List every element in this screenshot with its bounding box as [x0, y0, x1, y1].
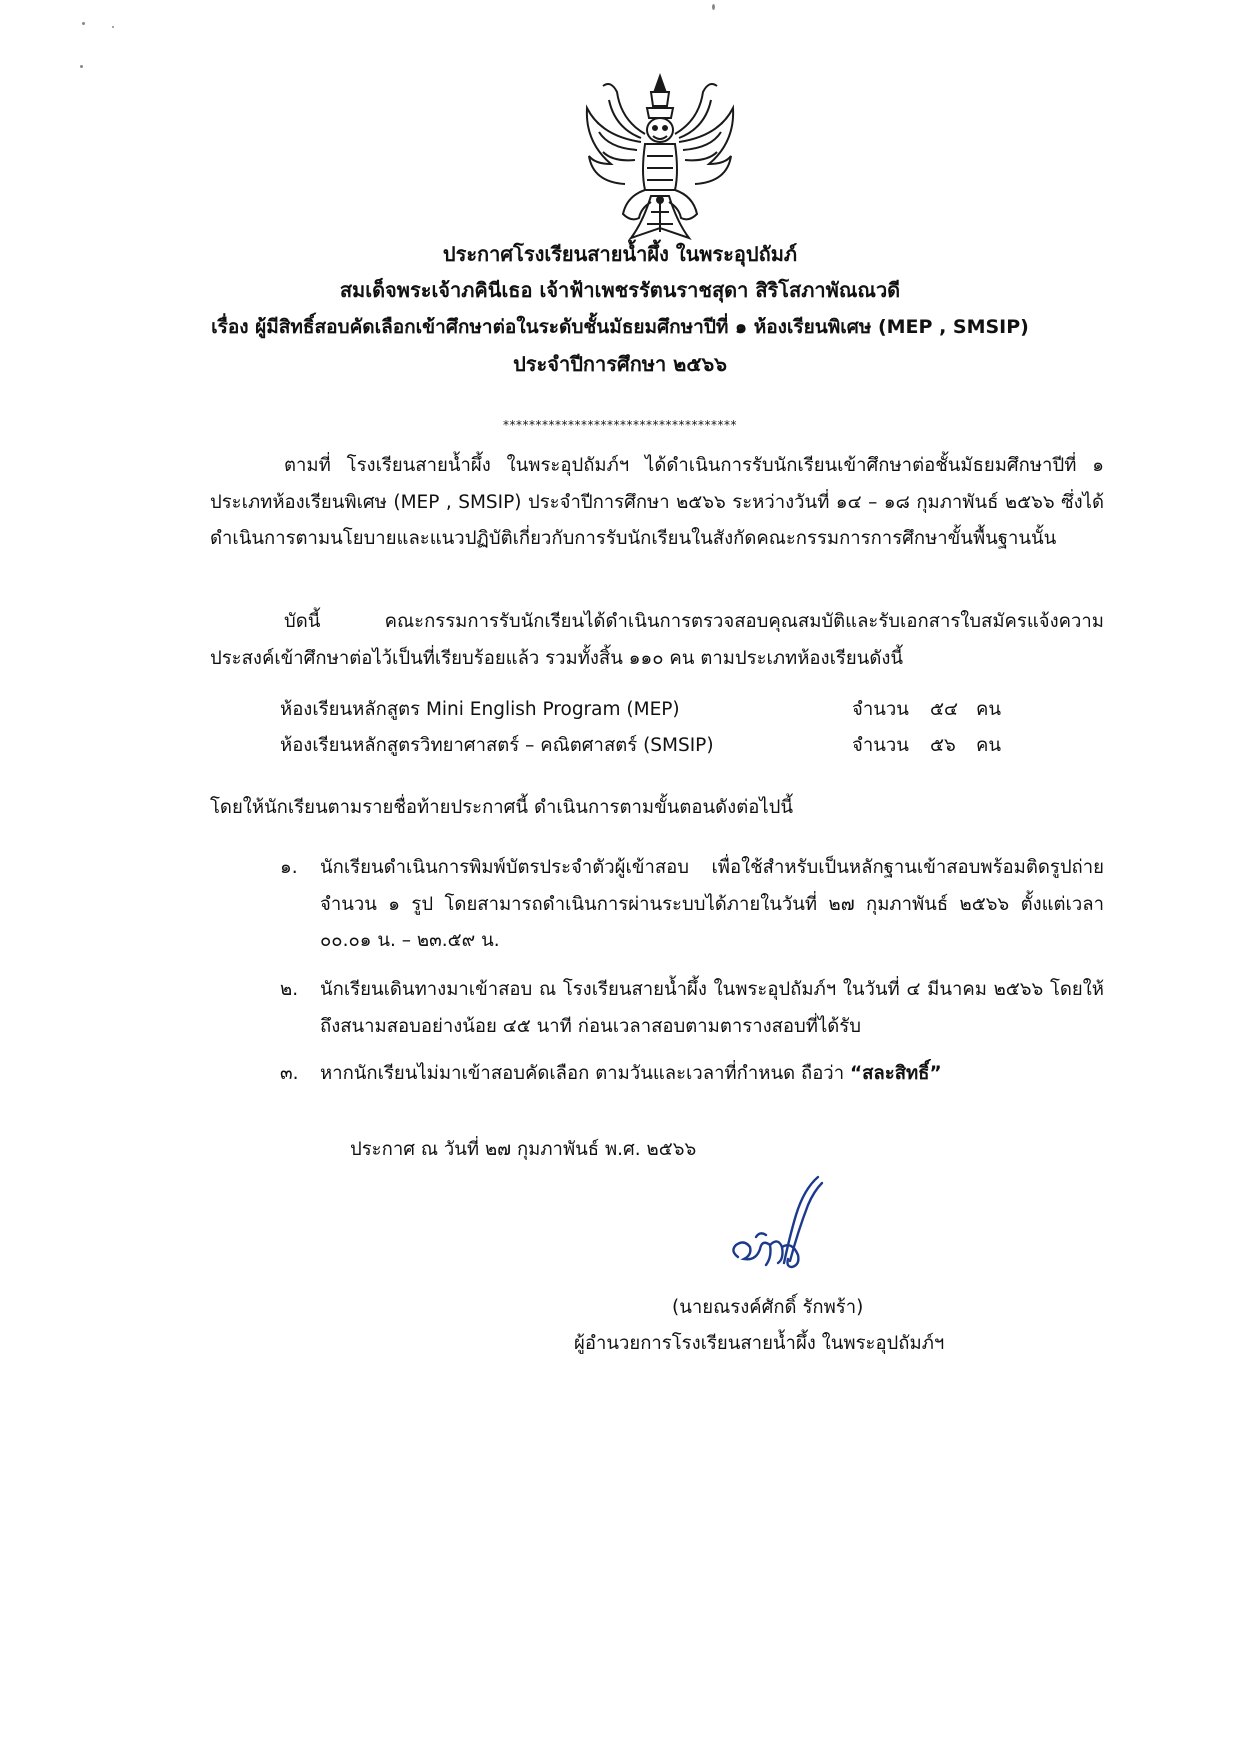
announcement-date: ประกาศ ณ วันที่ ๒๗ กุมภาพันธ์ พ.ศ. ๒๕๖๖ — [350, 1139, 697, 1160]
scan-speck — [712, 4, 715, 10]
signer-title: ผู้อำนวยการโรงเรียนสายน้ำผึ้ง ในพระอุปถัมภ์ฯ — [574, 1333, 945, 1354]
list-item — [0, 1056, 1240, 1096]
scan-speck — [80, 65, 83, 68]
step-text — [320, 1056, 1104, 1093]
header-academic-year: ประจำปีการศึกษา ๒๕๖๖ — [513, 352, 727, 376]
steps-intro: โดยให้นักเรียนตามรายชื่อท้ายประกาศนี้ ดำเนินการตามขั้นตอนดังต่อไปนี้ — [210, 797, 794, 818]
header-line-2: สมเด็จพระเจ้าภคินีเธอ เจ้าฟ้าเพชรรัตนราชสุดา สิริโสภาพัณณวดี — [339, 278, 901, 302]
forfeit-emphasis: “สละสิทธิ์” — [849, 1063, 942, 1084]
room-smsip-count-label: จำนวน — [852, 735, 909, 756]
room-mep-count-label: จำนวน — [852, 699, 909, 720]
list-item — [0, 972, 1240, 1048]
step-text-plain: หากนักเรียนไม่มาเข้าสอบคัดเลือก ตามวันและเวลาที่กำหนด ถือว่า — [320, 1063, 850, 1084]
step-text: นักเรียนดำเนินการพิมพ์บัตรประจำตัวผู้เข้าสอบ เพื่อใช้สำหรับเป็นหลักฐานเข้าสอบพร้อมติดรูปถ่ายจำนวน ๑ รูป โดยสามารถดำเนินการผ่านระบบได้ภายในวันที่ ๒๗ กุมภาพันธ์ ๒๕๖๖ ตั้งแต่เวลา ๐๐.๐๑ น. – ๒๓.๕๙ น. — [320, 857, 1104, 951]
step-number: ๓. — [280, 1063, 299, 1084]
room-smsip-unit: คน — [976, 735, 1002, 756]
room-mep-name: ห้องเรียนหลักสูตร Mini English Program (MEP) — [280, 699, 680, 720]
list-item — [0, 850, 1240, 965]
signer-name: (นายณรงค์ศักดิ์ รักพร้า) — [672, 1297, 864, 1318]
header-subject: เรื่อง ผู้มีสิทธิ์สอบคัดเลือกเข้าศึกษาต่อในระดับชั้นมัธยมศึกษาปีที่ ๑ ห้องเรียนพิเศษ (MEP , SMSIP) — [211, 316, 1029, 338]
room-mep-count: ๕๔ — [930, 699, 959, 720]
room-smsip-name: ห้องเรียนหลักสูตรวิทยาศาสตร์ – คณิตศาสตร์ (SMSIP) — [280, 735, 714, 756]
room-smsip-count: ๕๖ — [930, 735, 956, 756]
room-mep-unit: คน — [976, 699, 1002, 720]
scan-speck — [82, 22, 85, 25]
header-separator: ************************************ — [503, 418, 737, 432]
paragraph-background: ตามที่ โรงเรียนสายน้ำผึ้ง ในพระอุปถัมภ์ฯ ได้ดำเนินการรับนักเรียนเข้าศึกษาต่อชั้นมัธยมศึกษาปีที่ ๑ ประเภทห้องเรียนพิเศษ (MEP , SMSIP) ประจำปีการศึกษา ๒๕๖๖ ระหว่างวันที่ ๑๔ – ๑๘ กุมภาพันธ์ ๒๕๖๖ ซึ่งได้ดำเนินการตามนโยบายและแนวปฏิบัติเกี่ยวกับการรับนักเรียนในสังกัดคณะกรรมการการศึกษาขั้นพื้นฐานนั้น — [210, 455, 1104, 549]
step-number: ๒. — [280, 979, 299, 1000]
signature-icon — [726, 1175, 836, 1280]
step-number: ๑. — [280, 857, 298, 878]
garuda-emblem-icon — [581, 72, 739, 244]
step-text: นักเรียนเดินทางมาเข้าสอบ ณ โรงเรียนสายน้ำผึ้ง ในพระอุปถัมภ์ฯ ในวันที่ ๔ มีนาคม ๒๕๖๖ โดยให้ถึงสนามสอบอย่างน้อย ๔๕ นาที ก่อนเวลาสอบตามตารางสอบที่ได้รับ — [320, 979, 1104, 1037]
scan-speck — [112, 26, 114, 28]
header-line-1: ประกาศโรงเรียนสายน้ำผึ้ง ในพระอุปถัมภ์ — [442, 242, 798, 266]
paragraph-total: บัดนี้ คณะกรรมการรับนักเรียนได้ดำเนินการตรวจสอบคุณสมบัติและรับเอกสารใบสมัครแจ้งความประสงค์เข้าศึกษาต่อไว้เป็นที่เรียบร้อยแล้ว รวมทั้งสิ้น ๑๑๐ คน ตามประเภทห้องเรียนดังนี้ — [210, 611, 1104, 669]
